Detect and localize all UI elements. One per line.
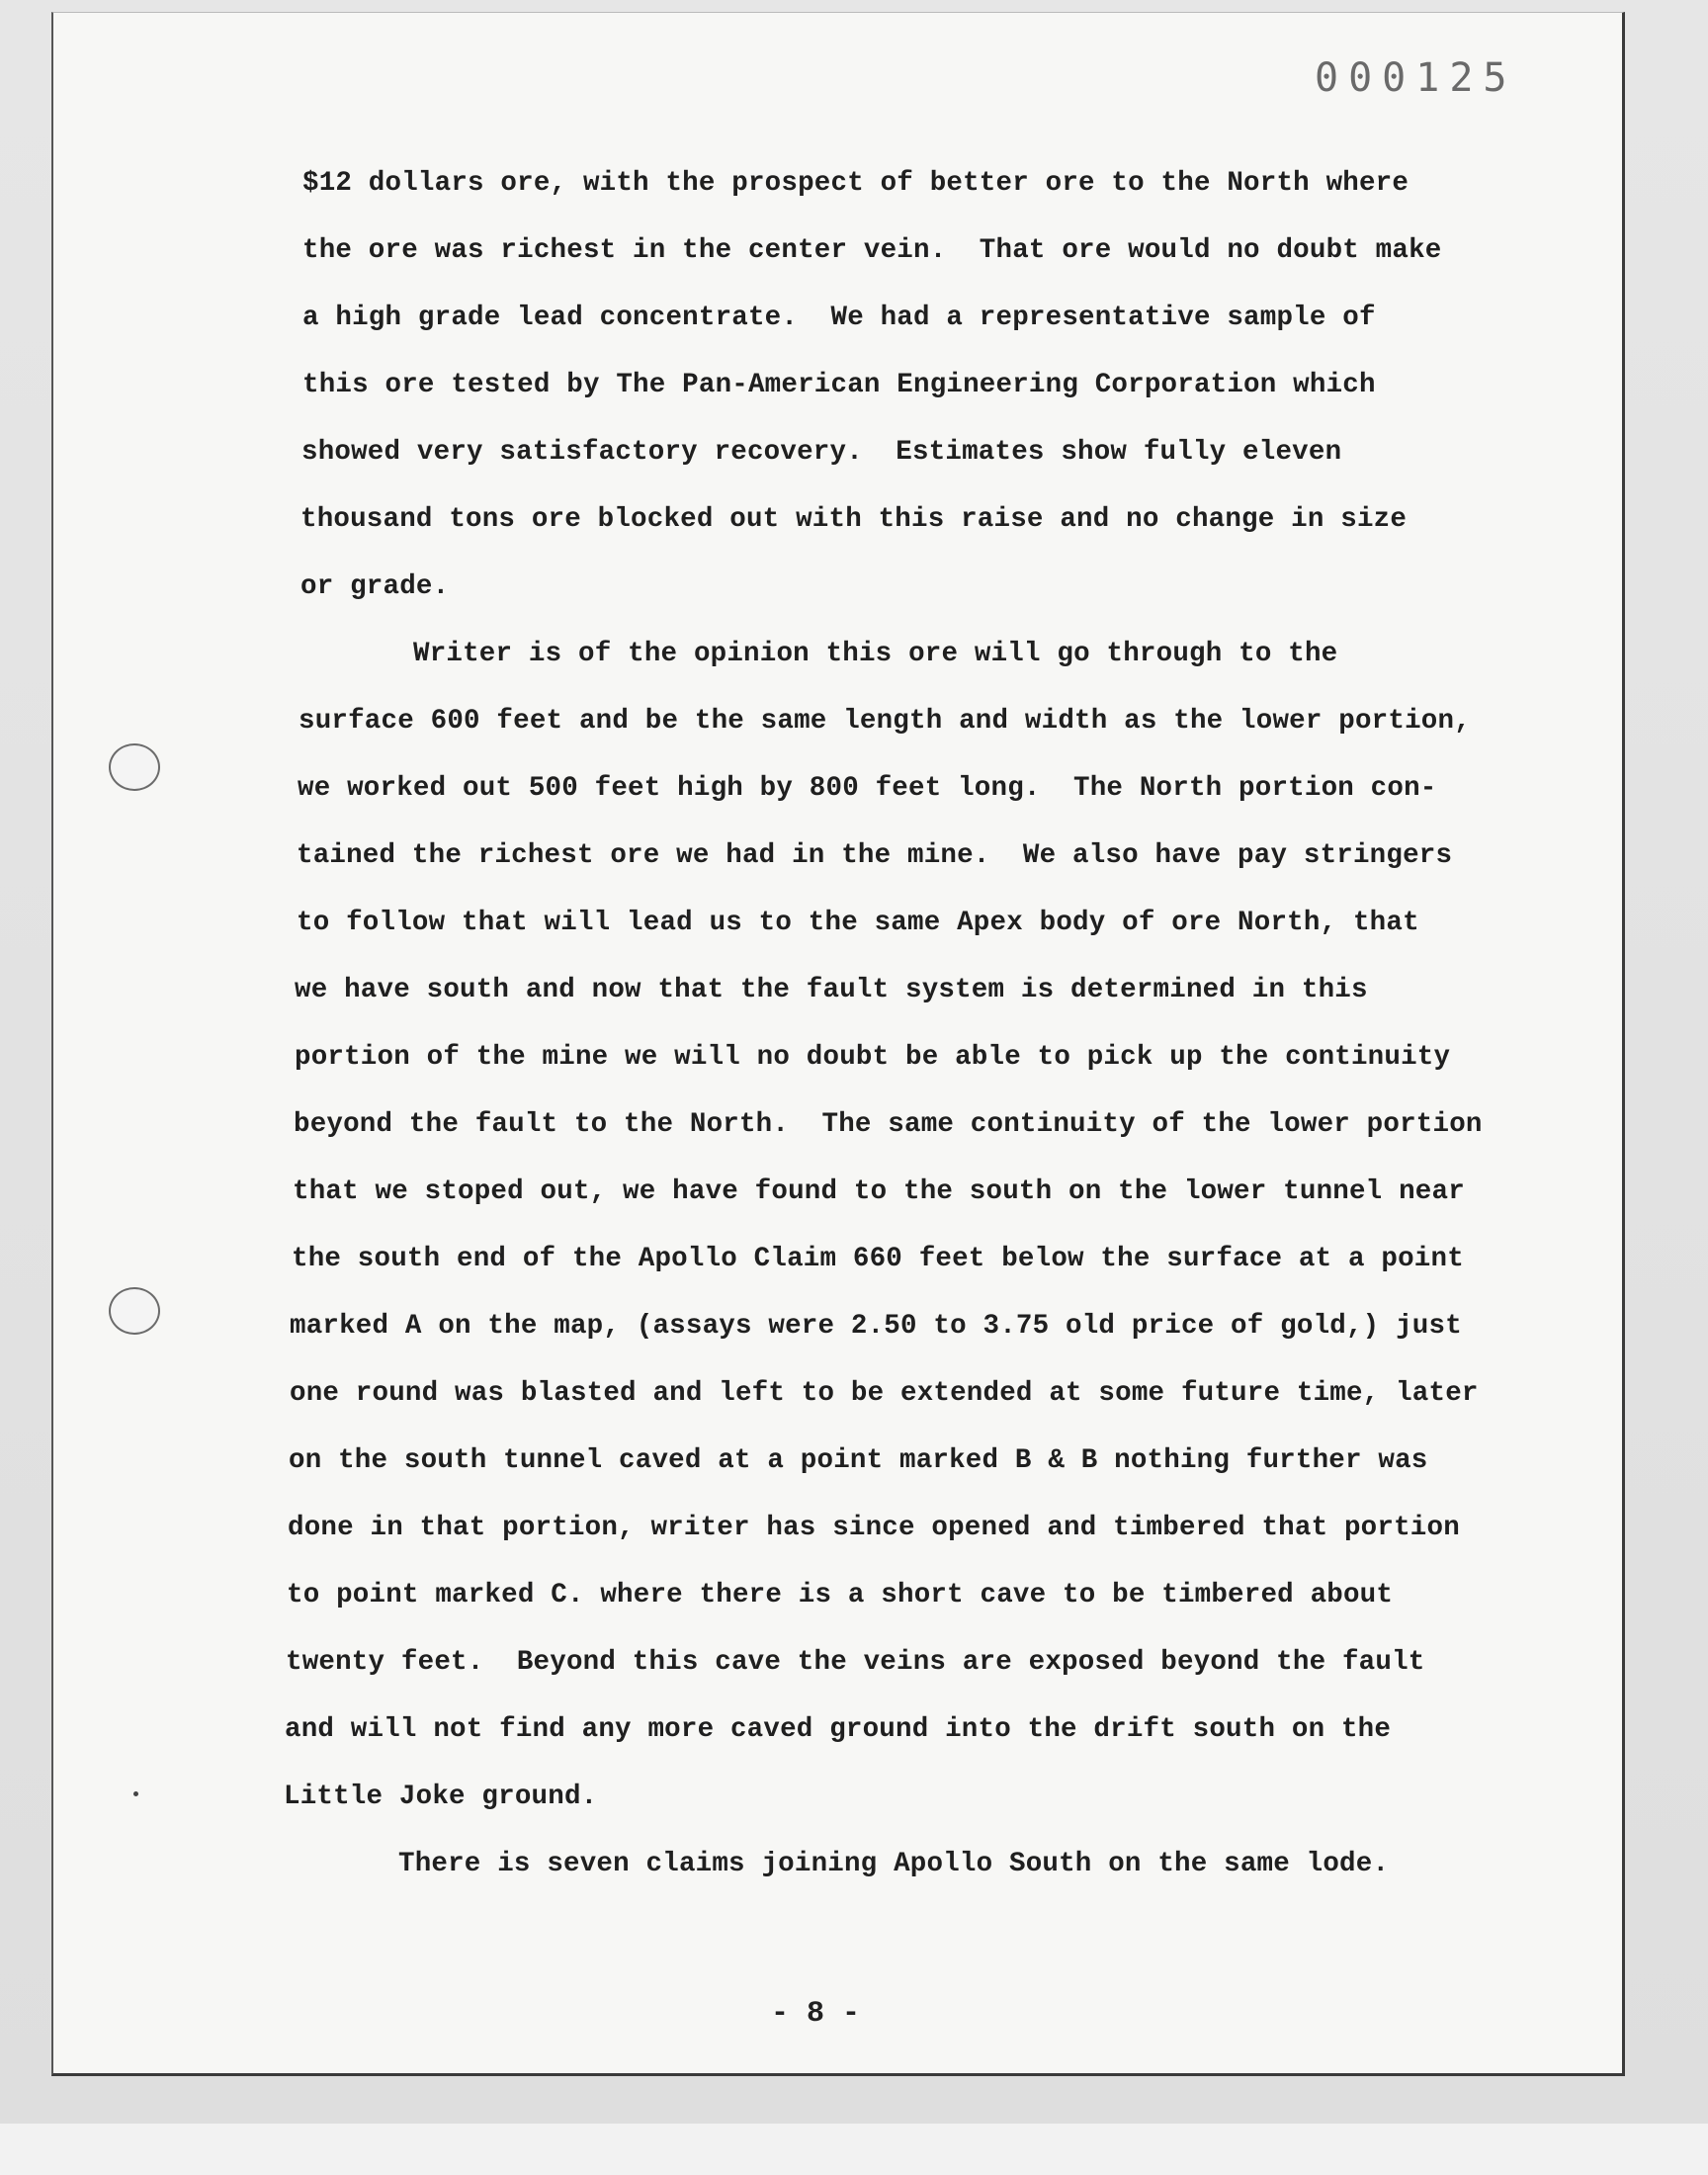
text-line: beyond the fault to the North. The same continuity of the lower portion [294,1109,1483,1140]
punch-hole-top [109,743,160,791]
text-line: on the south tunnel caved at a point marked B & B nothing further was [289,1445,1428,1476]
text-line: done in that portion, writer has since opened and timbered that portion [288,1513,1460,1543]
punch-hole-bottom [109,1287,160,1335]
text-line: There is seven claims joining Apollo South on the same lode. [398,1849,1390,1879]
text-line: or grade. [300,571,450,602]
text-line: this ore tested by The Pan-American Engineering Corporation which [302,370,1376,400]
text-line: the south end of the Apollo Claim 660 feet below the surface at a point [292,1244,1464,1274]
text-line: we have south and now that the fault system is determined in this [295,975,1368,1005]
text-line: a high grade lead concentrate. We had a representative sample of [302,303,1376,333]
text-line: Writer is of the opinion this ore will go through to the [413,639,1338,669]
text-line: to point marked C. where there is a short cave to be timbered about [287,1580,1394,1610]
text-line: surface 600 feet and be the same length and width as the lower portion, [299,706,1471,737]
document-number-stamp: 000125 [1315,55,1517,101]
page-number: - 8 - [771,1997,861,2031]
text-line: one round was blasted and left to be extended at some future time, later [290,1378,1479,1409]
text-line: Little Joke ground. [284,1782,598,1812]
text-line: marked A on the map, (assays were 2.50 to 3.75 old price of gold,) just [290,1311,1462,1342]
text-line: portion of the mine we will no doubt be able to pick up the continuity [295,1042,1451,1073]
text-line: $12 dollars ore, with the prospect of better ore to the North where [302,168,1409,199]
text-line: tained the richest ore we had in the mine. We also have pay stringers [297,840,1453,871]
text-line: we worked out 500 feet high by 800 feet long. The North portion con- [298,773,1437,804]
text-line: to follow that will lead us to the same Apex body of ore North, that [297,908,1419,938]
text-line: thousand tons ore blocked out with this raise and no change in size [300,504,1408,535]
text-line: and will not find any more caved ground into the drift south on the [285,1714,1392,1745]
text-line: showed very satisfactory recovery. Estimates show fully eleven [301,437,1342,468]
text-line: that we stoped out, we have found to the south on the lower tunnel near [293,1176,1465,1207]
scanner-bottom-strip [0,2124,1708,2175]
text-line: twenty feet. Beyond this cave the veins are exposed beyond the fault [286,1647,1425,1678]
text-line: the ore was richest in the center vein. That ore would no doubt make [302,235,1442,266]
stray-mark [133,1791,138,1796]
